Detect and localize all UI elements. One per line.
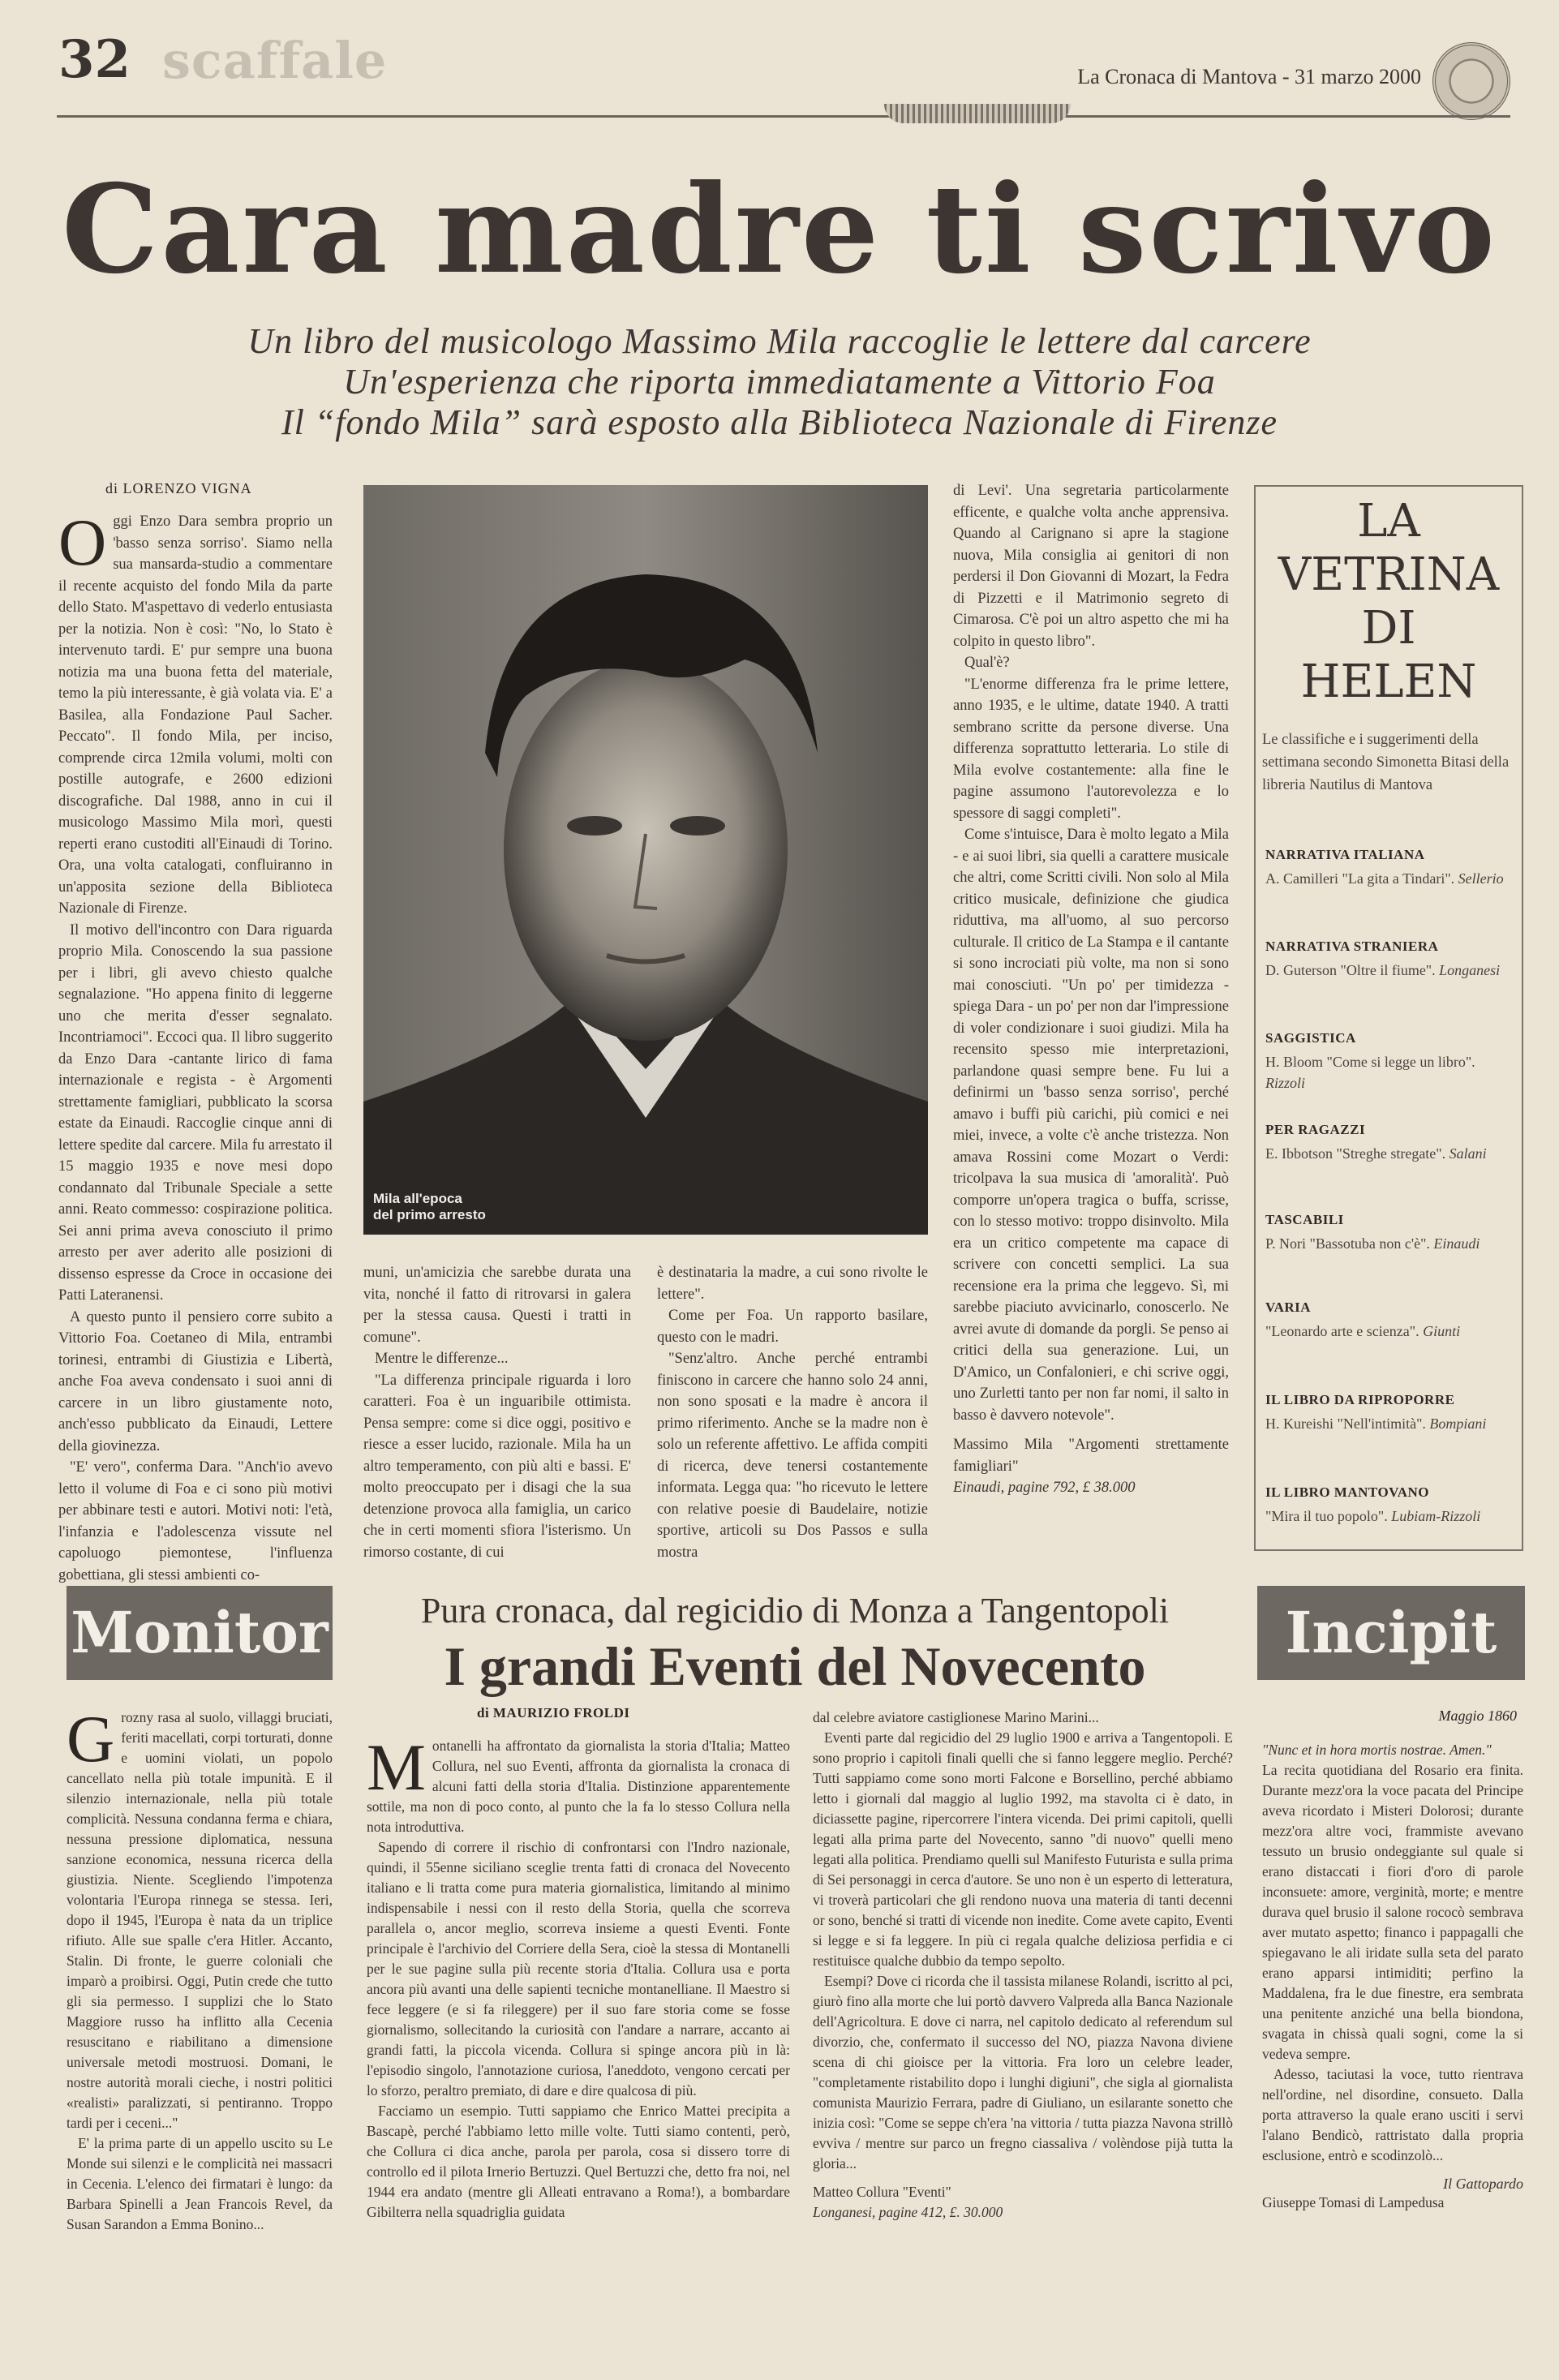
header-rule (57, 115, 1510, 118)
article-text: muni, un'amicizia che sarebbe durata una vita, nonché il fatto di ritrovarsi in galera per la stessa causa. Questi i tratti in comune". (363, 1265, 631, 1346)
photo-caption-line: del primo arresto (373, 1207, 486, 1222)
article-byline: di LORENZO VIGNA (105, 480, 252, 496)
incipit-column (1262, 1740, 1523, 2344)
vetrina-category: NARRATIVA ITALIANA (1265, 847, 1425, 862)
vetrina-entry (1265, 960, 1517, 981)
novecento-headline: I grandi Eventi del Novecento (444, 1635, 1146, 1697)
publication-line: La Cronaca di Mantova - 31 marzo 2000 (1077, 65, 1421, 88)
vetrina-entry-text: E. Ibbotson "Streghe stregate". (1265, 1145, 1446, 1162)
monitor-text: rozny rasa al suolo, villaggi bruciati, feriti macellati, corpi torturati, donne e uomini violati, un popolo cancellato nella più totale impunità. E il silenzio internazionale, nella più totale complicità. Nessuna condanna ferma e chiara, nessuna pressione diplomatica, nessuna sanzione economica, nessuna ricerca della giustizia. Niente. Scegliendo l'impotenza volontaria l'Europa rinnega se stessa. Ieri, dopo il 1945, l'Europa è nata da un triplice rifiuto. Alle sue spalle c'era Hitler. Accanto, Stalin. Di fronte, le guerre coloniali che imparò a proibirsi. Oggi, Putin crede che tutto gli sia permesso. I supplizi che lo Stato Maggiore russo ha inflitto alla Cecenia resuscitano e riabilitano a dimensione universale metodi mostruosi. Domani, le nostre autorità morali cieche, i nostri politici «realisti» paralizzati, si pentiranno. Troppo tardi per i ceceni..." (67, 1709, 333, 2131)
article-text: è destinataria la madre, a cui sono rivolte le lettere". (657, 1265, 928, 1303)
article-column-2 (363, 1262, 631, 1595)
incipit-quote: "Nunc et in hora mortis nostrae. Amen." (1262, 1742, 1492, 1758)
incipit-date: Maggio 1860 (1438, 1708, 1517, 1724)
vetrina-entry (1265, 1143, 1517, 1164)
vetrina-title-line: LA (1357, 495, 1420, 548)
vetrina-category: IL LIBRO MANTOVANO (1265, 1484, 1430, 1500)
article-text: ggi Enzo Dara sembra proprio un 'basso senza sorriso'. Siamo nella sua mansarda-studio a commentare il recente acquisto del fondo Mila da parte dello Stato. M'aspettavo di vederlo entusiasta per la notizia. Non è così: "No, lo Stato è intervenuto tardi. E' pur sempre una buona notizia ma una buona fetta del materiale, temo la più interessante, è già volata via. E' a Basilea, alla Fondazione Paul Sacher. Peccato". Il fondo Mila, per inciso, comprende circa 12mila volumi, molti con postille autografe, e 2600 edizioni discografiche. Dal 1988, anno in cui il musicologo Massimo Mila morì, questi reperti erano custoditi all'Einaudi di Torino. Ora, una volta catalogati, confluiranno in un'apposita sezione della Biblioteca Nazionale di Firenze. (58, 513, 333, 917)
article-paragraph: Il motivo dell'incontro con Dara riguarda proprio Mila. Conoscendo la sua passione per i libri, gli avevo chiesto qualche segnalazione. "Ho appena finito di leggerne uno che merita d'esser segnalato. Incontriamoci". Eccoci qua. Il libro suggerito da Enzo Dara -cantante lirico di fama internazionale e regista - è Argomenti strettamente famigliari, pubblicato la scorsa estate da Einaudi. Raccoglie cinque anni di lettere spedite dal carcere. Mila fu arrestato il 15 maggio 1935 e nove mesi dopo condannato dal Tribunale Speciale a sette anni. Reato commesso: cospirazione politica. Sei anni prima aveva conosciuto il primo arresto per aver aderito alle posizioni di dissenso espresse da Croce in occasione dei Patti Lateranensi. (58, 921, 333, 1304)
vetrina-entry (1265, 1506, 1517, 1527)
novecento-column-2 (813, 1708, 1233, 2352)
article-paragraph: A questo punto il pensiero corre subito a Vittorio Foa. Coetaneo di Mila, entrambi torinesi, entrambi di Giustizia e Libertà, anche Foa aveva condensato i suoi anni di carcere in un libro giustamente noto, anch'esso pubblicato da Einaudi, Lettere della giovinezza. (58, 1308, 333, 1454)
vetrina-category: TASCABILI (1265, 1212, 1344, 1227)
article-paragraph: Come per Foa. Un rapporto basilare, questo con le madri. (657, 1308, 928, 1346)
novecento-paragraph: Eventi parte dal regicidio del 29 luglio 1900 e arriva a Tangentopoli. E sono proprio i capitoli finali quelli che si fanno leggere meglio. Perché? Tutti sappiamo come sono morti Falcone e Borsellino, perché abbiamo letto i giornali dal maggio al luglio 1992, ma stavolta ci è dato, in diciassette pagine, ripercorrere l'intera vicenda. Dei primi capitoli, quelli legati alla prima parte del Novecento, sanno "di nuovo" quelli meno legati alla politica. Prendiamo quelli sul Manifesto Futurista e sulla prima di Sei personaggi in cerca d'autore. Se uno non è un esperto di letteratura, vi troverà particolari che gli rendono nuova una materia di tanti decenni or sono, benché si tratti di vicende non inedite. Come avete capito, Eventi si legge e si fa leggere. In più ci regala qualche deliziosa perfidia e ci restituisce qualche dubbio da tempo sepolto. (813, 1729, 1233, 1969)
book-publisher: Einaudi, pagine 792, £ 38.000 (953, 1480, 1136, 1496)
article-paragraph: Qual'è? (964, 655, 1010, 671)
photo-caption (373, 1191, 486, 1223)
vetrina-publisher: Bompiani (1429, 1416, 1487, 1432)
incipit-text: La recita quotidiana del Rosario era finita. Durante mezz'ora la voce pacata del Principe aveva ricordato i Misteri Dolorosi; durante mezz'ora altre voci, frammiste avevano tessuto un brusio ondeggiante sul quale si erano distaccati i fiori d'oro di parole inconsuete: amore, verginità, morte; e mentre durava quel brusio il salone rococò sembrava aver mutato aspetto; financo i pappagalli che spiegavano le ali iridate sulla seta del parato erano apparsi intimiditi; perfino la Maddalena, fra le due finestre, era sembrata una penitente anziché una bella biondona, svagata in chissà quali sogni, come la si vedeva sempre. (1262, 1762, 1523, 2062)
incipit-author: Giuseppe Tomasi di Lampedusa (1262, 2194, 1445, 2210)
vetrina-entry (1265, 1413, 1517, 1434)
vetrina-title-line: HELEN (1300, 655, 1477, 708)
article-headline: Cara madre ti scrivo (62, 158, 1497, 301)
vetrina-entry-text: P. Nori "Bassotuba non c'è". (1265, 1235, 1430, 1252)
article-deck-line: Un'esperienza che riporta immediatamente a Vittorio Foa (343, 362, 1216, 402)
book-reference: Matteo Collura "Eventi" (813, 2184, 951, 2200)
monitor-label: Monitor (67, 1586, 333, 1680)
article-column-1 (58, 511, 333, 1594)
novecento-text: dal celebre aviatore castiglionese Marino Marini... (813, 1709, 1099, 1725)
novecento-paragraph: Sapendo di correre il rischio di confrontarsi con l'Indro nazionale, quindi, il 55enne siciliano sceglie trenta fatti di cronaca del Novecento italiano e li tratta come pura materia giornalistica, limitando al minimo indispensabile i nessi con il resto della Storia, quella che scorreva parallela o, ancor meglio, scorreva insieme a questi Eventi. Fonte principale è l'archivio del Corriere della Sera, cioè la stessa di Montanelli per le sue pagine sulla più recente storia d'Italia. Collura usa e porta ancora più avanti una delle sapienti tecniche montanelliane. Il Maestro si fece leggere (e si fa rileggere) per il suo fare storia come se fosse giornalismo, sollecitando la curiosità con l'andare a narrare, accanto ai grandi fatti, la piccola vicenda. Collura si spinge ancora più in là: l'episodio singolo, l'annotazione curiosa, l'aneddoto, vengono cercati per lo sforzo, peraltro premiato, di dare e dire qualcosa di più. (367, 1839, 790, 2099)
vetrina-entry-text: H. Kureishi "Nell'intimità". (1265, 1416, 1426, 1432)
section-title: scaffale (162, 31, 388, 90)
novecento-paragraph: Facciamo un esempio. Tutti sappiamo che Enrico Mattei precipita a Bascapè, perché l'abbiamo letto mille volte. Tutti siamo contenti, però, che Collura ci dica anche, parola per parola, cosa si dissero torre di controllo ed il pilota Irnerio Bertuzzi. Quel Bertuzzi che, detto fra noi, nel 1944 era andato (mentre gli Alleati entravano a Roma!), a bombardare Gibilterra nella squadriglia guidata (367, 2103, 790, 2220)
monitor-paragraph: E' la prima parte di un appello uscito su Le Monde sui silenzi e le complicità nei massacri in Cecenia. L'elenco dei firmatari è lungo: da Barbara Spinelli a Jean Francois Revel, da Susan Sarandon a Emma Bonino... (67, 2135, 333, 2232)
book-reference: Massimo Mila "Argomenti strettamente famigliari" (953, 1437, 1229, 1475)
novecento-column-1 (367, 1736, 790, 2352)
novecento-kicker: Pura cronaca, dal regicidio di Monza a Tangentopoli (420, 1591, 1170, 1630)
novecento-byline: di MAURIZIO FROLDI (477, 1705, 630, 1721)
portrait-photo (363, 485, 928, 1235)
vetrina-entry (1265, 868, 1517, 889)
vetrina-publisher: Sellerio (1458, 870, 1504, 887)
vetrina-title-line: DI (1361, 602, 1416, 655)
dropcap: O (58, 511, 107, 579)
vetrina-entry-text: H. Bloom "Come si legge un libro". (1265, 1054, 1475, 1070)
vetrina-publisher: Giunti (1423, 1323, 1461, 1339)
vetrina-publisher: Einaudi (1433, 1235, 1480, 1252)
article-paragraph: "La differenza principale riguarda i loro caratteri. Foa è un inguaribile ottimista. Pensa sempre: come si dice oggi, positivo e riesce a esser lucido, razionale. Mila ha un altro temperamento, con più alti e bassi. E' molto preoccupato per i disagi che la sua detenzione provoca alla famiglia, un carico che in certi momenti sfiora l'isterismo. Un rimorso costante, di cui (363, 1372, 631, 1561)
article-deck-line: Il “fondo Mila” sarà esposto alla Biblioteca Nazionale di Firenze (281, 402, 1278, 442)
vetrina-entry-text: "Mira il tuo popolo". (1265, 1508, 1388, 1524)
article-paragraph: "L'enorme differenza fra le prime lettere, anno 1935, e le ultime, datate 1940. A tratti sembrano scritte da persone diverse. Una differenza soprattutto letteraria. Lo stile di Mila evolve costantemente: alla fine le pagine assumono l'autorevolezza e lo spessore di saggi completi". (953, 676, 1229, 822)
vetrina-intro: Le classifiche e i suggerimenti della settimana secondo Simonetta Bitasi della libreria Nautilus di Mantova (1262, 732, 1510, 793)
vetrina-category: PER RAGAZZI (1265, 1122, 1366, 1137)
article-text: di Levi'. Una segretaria particolarmente efficente, e qualche volta anche apprensiva. Quando al Carignano si apre la stagione nuova, Mila consiglia ai genitori di non perdersi il Don Giovanni di Mozart, la Fedra di Pizzetti e il Matrimonio segreto di Cimarosa. C'è poi un altro aspetto che mi ha colpito in questo libro". (953, 483, 1229, 650)
incipit-source: Il Gattopardo (1443, 2176, 1523, 2192)
vetrina-title-line: VETRINA (1278, 548, 1500, 601)
novecento-paragraph: Esempi? Dove ci ricorda che il tassista milanese Rolandi, iscritto al pci, giurò fino alla morte che lui portò davvero Valpreda alla Banca Nazionale dell'Agricoltura. E dove ci narra, nel capitolo dedicato al referendum sul divorzio, che, confermato il successo del NO, piazza Navona diviene scena di chi gioisce per la vittoria. Fra loro un celebre leader, "completamente ristabilito dopo i lunghi digiuni", che sigla al giornalista comunista Maurizio Ferrara, padre di Giuliano, un esilarante sonetto che inizia così: "Come se seppe ch'era 'na vittoria / tutta piazza Navona strillò evviva / mentre sur parco un fregno ciassaliva / volèndose pijà tutta la gloria... (813, 1973, 1233, 2172)
article-column-4 (953, 480, 1229, 1551)
vetrina-publisher: Rizzoli (1265, 1075, 1306, 1091)
book-publisher: Longanesi, pagine 412, £. 30.000 (813, 2204, 1003, 2220)
novecento-text: ontanelli ha affrontato da giornalista la storia d'Italia; Matteo Collura, nel suo Eventi, affronta da giornalista la cronaca di alcuni fatti della storia d'Italia. Distinzione apparentemente sottile, ma non di poco conto, al punto che la fa lo stesso Collura nella nota introduttiva. (367, 1738, 790, 1835)
vetrina-category: VARIA (1265, 1300, 1312, 1315)
page-number: 32 (58, 29, 131, 90)
article-column-3 (657, 1262, 928, 1595)
article-deck-line: Un libro del musicologo Massimo Mila raccoglie le lettere dal carcere (247, 321, 1312, 361)
newspaper-seal-icon (1432, 42, 1510, 120)
vetrina-publisher: Salani (1449, 1145, 1487, 1162)
article-paragraph: Mentre le differenze... (375, 1351, 509, 1367)
dropcap: M (367, 1736, 426, 1804)
vetrina-entry-text: A. Camilleri "La gita a Tindari". (1265, 870, 1455, 887)
vetrina-entry-text: D. Guterson "Oltre il fiume". (1265, 962, 1436, 978)
photo-caption-line: Mila all'epoca (373, 1191, 462, 1206)
vetrina-title (1254, 495, 1523, 709)
vetrina-entry (1265, 1051, 1517, 1093)
article-paragraph: Come s'intuisce, Dara è molto legato a Mila - e ai suoi libri, sia quelli a carattere musicale che altri, come Scritti civili. Non solo al Mila critico musicale, definizione che giudica riduttiva, ma all'uomo, al suo percorso culturale. Il critico de La Stampa e il cantante si sono incrociati più volte, ma non si sono mai conosciuti. "Un po' per timidezza - spiega Dara - un po' per non dar l'impressione di voler condizionare i suoi giudizi. Mila ha recensito spesso mie interpretazioni, parlandone quasi sempre bene. Fu lui a definirmi un 'basso senza sorriso', perché amavo i buffi più carichi, più comici e nei miei, invece, a volte c'è anche tristezza. Non amava Rossini come Mozart o Verdi: tricolpava la sua musica di 'amoralità'. Può comporre un'opera tragica o buffa, scrisse, con lo stesso motivo: troppo disinvolto. Mila era un critico competente ma capace di scrivere con concetti semplici. La sua recensione era la prima che leggevo. Sì, mi sarebbe piaciuto avvicinarlo, conoscerlo. Ne avrei avute di domande da porgli. Se penso ai critici della sua generazione. Lui, un D'Amico, un Confalonieri, e chi scrive oggi, uno Zurletti tanto per non far nomi, il salto in basso è davvero notevole". (953, 827, 1229, 1424)
article-paragraph: "E' vero", conferma Dara. "Anch'io avevo letto il volume di Foa e ci sono più motivi per abbinare testi e autori. Motivi noti: l'età, l'infanzia e l'adolescenza vissute nel capoluogo piemontese, l'influenza gobettiana, gli stessi ambienti co- (58, 1459, 333, 1583)
vetrina-publisher: Lubiam-Rizzoli (1391, 1508, 1481, 1524)
vetrina-entry (1265, 1321, 1517, 1342)
vetrina-publisher: Longanesi (1439, 962, 1501, 978)
incipit-label: Incipit (1257, 1586, 1525, 1680)
dropcap: G (67, 1708, 115, 1776)
vetrina-entry-text: "Leonardo arte e scienza". (1265, 1323, 1419, 1339)
header-ornament (884, 104, 1071, 123)
vetrina-category: IL LIBRO DA RIPROPORRE (1265, 1392, 1455, 1407)
vetrina-category: NARRATIVA STRANIERA (1265, 939, 1439, 954)
vetrina-category: SAGGISTICA (1265, 1030, 1356, 1046)
monitor-column (67, 1708, 333, 2348)
article-paragraph: "Senz'altro. Anche perché entrambi finiscono in carcere che hanno solo 24 anni, non sono sposati e la madre è ancora il primo riferimento. Anche se la madre non è solo un referente affettivo. Le affida compiti di ricerca, deve tenersi costantemente informata. Legga qua: "ho ricevuto le lettere con relative poesie di Baudelaire, notizie sportive, articoli su Dos Passos e sulla mostra (657, 1351, 928, 1561)
vetrina-entry (1265, 1233, 1517, 1254)
incipit-paragraph: Adesso, taciutasi la voce, tutto rientrava nell'ordine, nel disordine, consueto. Dalla porta attraverso la quale erano usciti i servi l'alano Bendicò, rattristato dalla propria esclusione, entrò e scodinzolò... (1262, 2066, 1523, 2163)
